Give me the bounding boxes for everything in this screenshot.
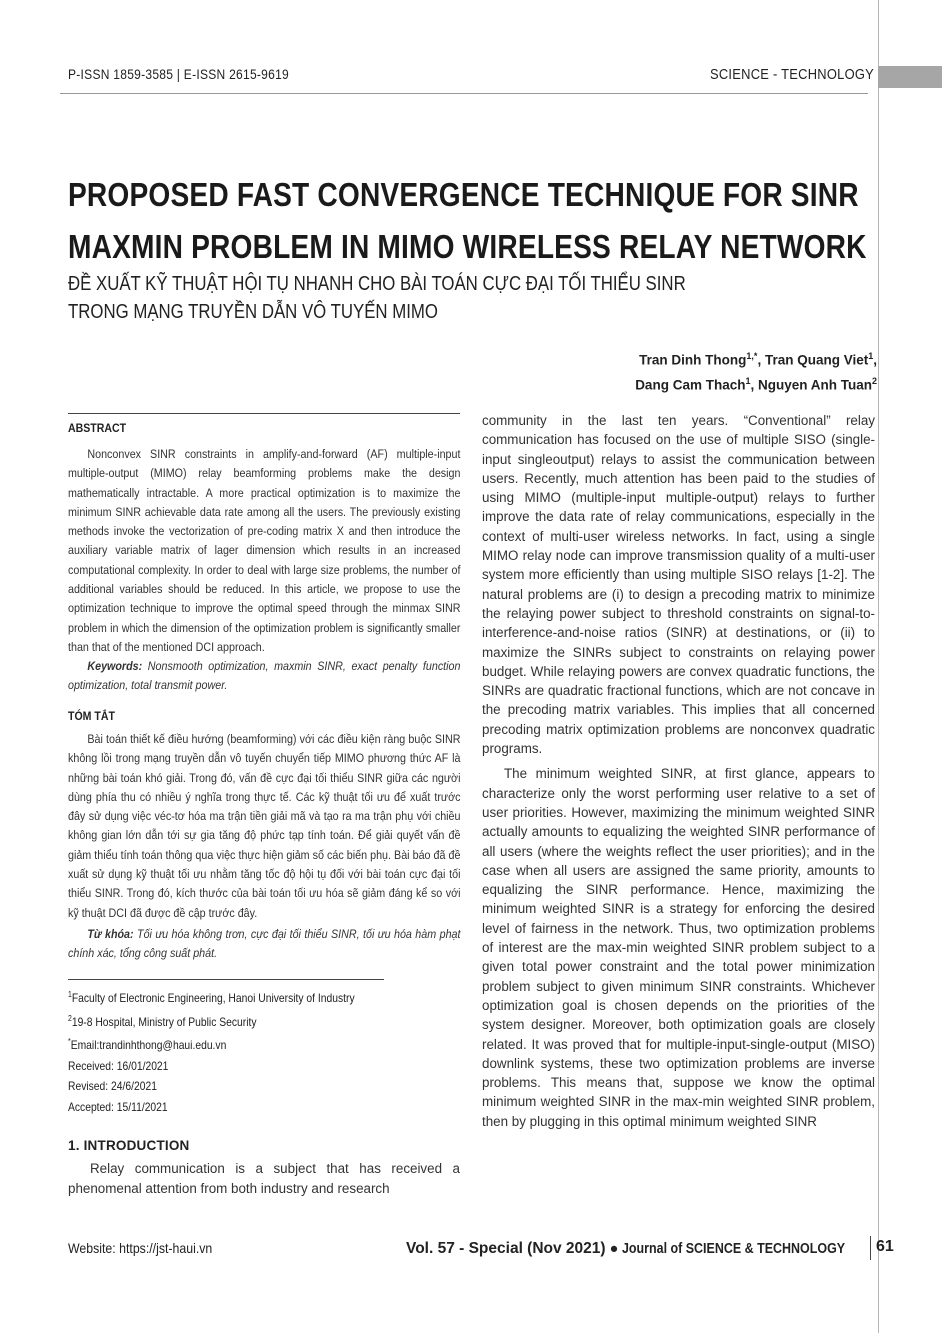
author-sep: ,: [873, 352, 877, 368]
paper-title: [68, 170, 867, 274]
body-paragraph-1: community in the last ten years. “Conventional” relay communication has focused on the use of multiple SISO (single-input singleoutput) relays to assist the communication between users. Recently, much attention has been paid to the studies of using MIMO (multiple-input multiple-output) relays to further improve the data rate of relay communications, especially in the context of multi-user wireless networks. In fact, using a single MIMO relay node can improve transmission quality of a multi-user system more efficiently than using multiple SISO relays [1-2]. The natural problems are (i) to design a precoding matrix to minimize the relaying power subject to threshold constraints on signal-to-interference-and-noise ratios (SINR) at destinations, or (ii) to maximize the SINRs subject to constraints on relaying power budget. While relaying powers are convex quadratic functions, the SINRs are quadratic fractional functions, which are not concave in the precoding matrix variables. This implies that all concerned precoding matrix optimization problems are nonconvex quadratic programs.: [482, 413, 875, 757]
tukhoa-text: Tối ưu hóa không trơn, cực đại tối thiểu SINR, tối ưu hóa hàm phạt chính xác, tổng công suất phát.: [68, 927, 461, 961]
footnotes: [68, 985, 355, 1117]
fn1-affiliation: Faculty of Electronic Engineering, Hanoi University of Industry: [71, 991, 355, 1005]
margin-rule: [878, 0, 879, 1333]
page-number-separator: [870, 1236, 871, 1260]
footnote-rule: [68, 979, 384, 980]
section-header: SCIENCE - TECHNOLOGY: [710, 66, 875, 83]
header-tab-block: [878, 66, 942, 88]
tukhoa-label: Từ khóa:: [87, 927, 134, 941]
page-number: 61: [876, 1238, 894, 1255]
tomtat-heading: TÓM TẮT: [68, 709, 115, 723]
bullet-separator: ●: [605, 1241, 623, 1257]
title-line-1: PROPOSED FAST CONVERGENCE TECHNIQUE FOR SINR: [68, 177, 859, 214]
tomtat-body: [68, 730, 460, 923]
journal-name: Journal of SCIENCE & TECHNOLOGY: [622, 1241, 846, 1257]
body-paragraph-2: The minimum weighted SINR, at first glance, appears to characterize only the worst performing user relative to a set of user priorities. However, maximizing the minimum weighted SINR actually amounts to equalizing the weighted SINR performance of all users (where the weights reflect the user priorities); and in the case when all users are assigned the same priority, amounts to equalizing the SINR performance. Hence, maximizing the minimum weighted SINR is a strategy for enforcing the desired level of fairness in the network. Thus, two optimization problems of interest are the max-min weighted SINR problem subject to a given total power constraint and the total power minimization problem subject to given minimum SINR constraints. Whichever optimization goal is chosen depends on the priorities of the system designer. Moreover, both optimization goals are closely related. It was proved that for multiple-input-single-output (MISO) downlink systems, these two optimization problems are inverse problems. This means that, suppose we know the optimal minimum weighted SINR in the max-min weighted SINR problem, then by plugging in this optimal minimum weighted SINR: [482, 766, 875, 1129]
author-2: , Tran Quang Viet: [757, 352, 869, 368]
header-rule: [60, 93, 868, 94]
right-column-text: [482, 411, 875, 1131]
subtitle-line-1: ĐỀ XUẤT KỸ THUẬT HỘI TỤ NHANH CHO BÀI TOÁN CỰC ĐẠI TỐI THIỂU SINR: [68, 273, 686, 295]
issn-header: P-ISSN 1859-3585 | E-ISSN 2615-9619: [68, 66, 289, 82]
fn1-marker: 1: [68, 990, 72, 999]
author-4-affil: 2: [871, 375, 877, 386]
tomtat-paragraph: Bài toán thiết kế điều hướng (beamforming) với các điều kiện ràng buộc SINR không lồi trong mạng truyền dẫn vô tuyến chuyển tiếp MIMO phương thức AF là những bài toán khó giải. Trong đó, vấn đề cực đại tối thiểu SINR giữa các người dùng phía thu có nhiều ý nghĩa trong thực tế. Các kỹ thuật tối ưu để xuất trước đây sử dụng việc véc-tơ hóa ma trận tiền giải mã và tạo ra ma trận phụ với chiều không gian lớn dẫn tới sự gia tăng độ phức tạp tính toán. Để giải quyết vấn đề giảm thiểu tính toán thông qua việc thực hiện giảm số các biến phụ. Bài báo đã đề xuất sử dụng kỹ thuật tối ưu nhằm tăng tốc độ hội tụ đối với bài toán cực đại tối thiểu SINR. Trong đó, kích thước của bài toán tối ưu hóa sẽ giảm đáng kể so với kỹ thuật DCI đã được đề cập trước đây.: [68, 732, 461, 920]
abstract-body: [68, 445, 460, 657]
fn3-marker: *: [68, 1037, 71, 1046]
fn2-affiliation: 19-8 Hospital, Ministry of Public Security: [71, 1014, 257, 1029]
journal-footer: [406, 1240, 882, 1258]
tomtat-keywords: [68, 925, 460, 964]
abstract-rule: [68, 413, 460, 414]
keywords-text: Nonsmooth optimization, maxmin SINR, exact penalty function optimization, total transmit power.: [68, 659, 461, 693]
author-3-affil: 1: [745, 375, 751, 386]
author-1-affil: 1,*: [746, 351, 758, 361]
keywords-label: Keywords:: [87, 659, 143, 673]
fn2-marker: 2: [68, 1013, 72, 1023]
introduction-heading: 1. INTRODUCTION: [68, 1138, 190, 1153]
title-line-2: MAXMIN PROBLEM IN MIMO WIRELESS RELAY NETWORK: [68, 229, 867, 266]
paper-subtitle-vi: [68, 270, 686, 326]
accepted-date: Accepted: 15/11/2021: [68, 1099, 168, 1114]
abstract-keywords: [68, 657, 460, 696]
volume-info: Vol. 57 - Special (Nov 2021): [406, 1240, 606, 1257]
author-2-affil: 1: [868, 351, 874, 361]
corresponding-email: Email:trandinhthong@haui.edu.vn: [70, 1038, 227, 1052]
revised-date: Revised: 24/6/2021: [68, 1079, 157, 1093]
received-date: Received: 16/01/2021: [68, 1058, 169, 1073]
abstract-heading: ABSTRACT: [68, 421, 127, 435]
author-3: Dang Cam Thach: [635, 377, 746, 392]
website-footer: Website: https://jst-haui.vn: [68, 1240, 213, 1256]
abstract-paragraph: Nonconvex SINR constraints in amplify-and-forward (AF) multiple-input multiple-output (MIMO) relay beamforming problems make the design mathematically intractable. A more practical optimization is to maximize the minimum SINR achievable data rate among all the users. The previously existing methods invoke the vectorization of pre-coding matrix X and then introduce the auxiliary variable matrix of lager dimension which results in an increased computational complexity. In order to deal with large size problems, the number of additional variables should be reduced. In this article, we propose to use the optimization technique to improve the optimal speed through the minmax SINR problem in which the dimension of the optimization problem is significantly smaller than that of the mentioned DCI approach.: [68, 447, 461, 654]
introduction-text: Relay communication is a subject that has received a phenomenal attention from both industry and research: [68, 1161, 460, 1196]
author-4: , Nguyen Anh Tuan: [750, 377, 872, 392]
subtitle-line-2: TRONG MẠNG TRUYỀN DẪN VÔ TUYẾN MIMO: [68, 301, 438, 323]
author-list: [482, 346, 877, 395]
author-1: Tran Dinh Thong: [639, 352, 747, 368]
